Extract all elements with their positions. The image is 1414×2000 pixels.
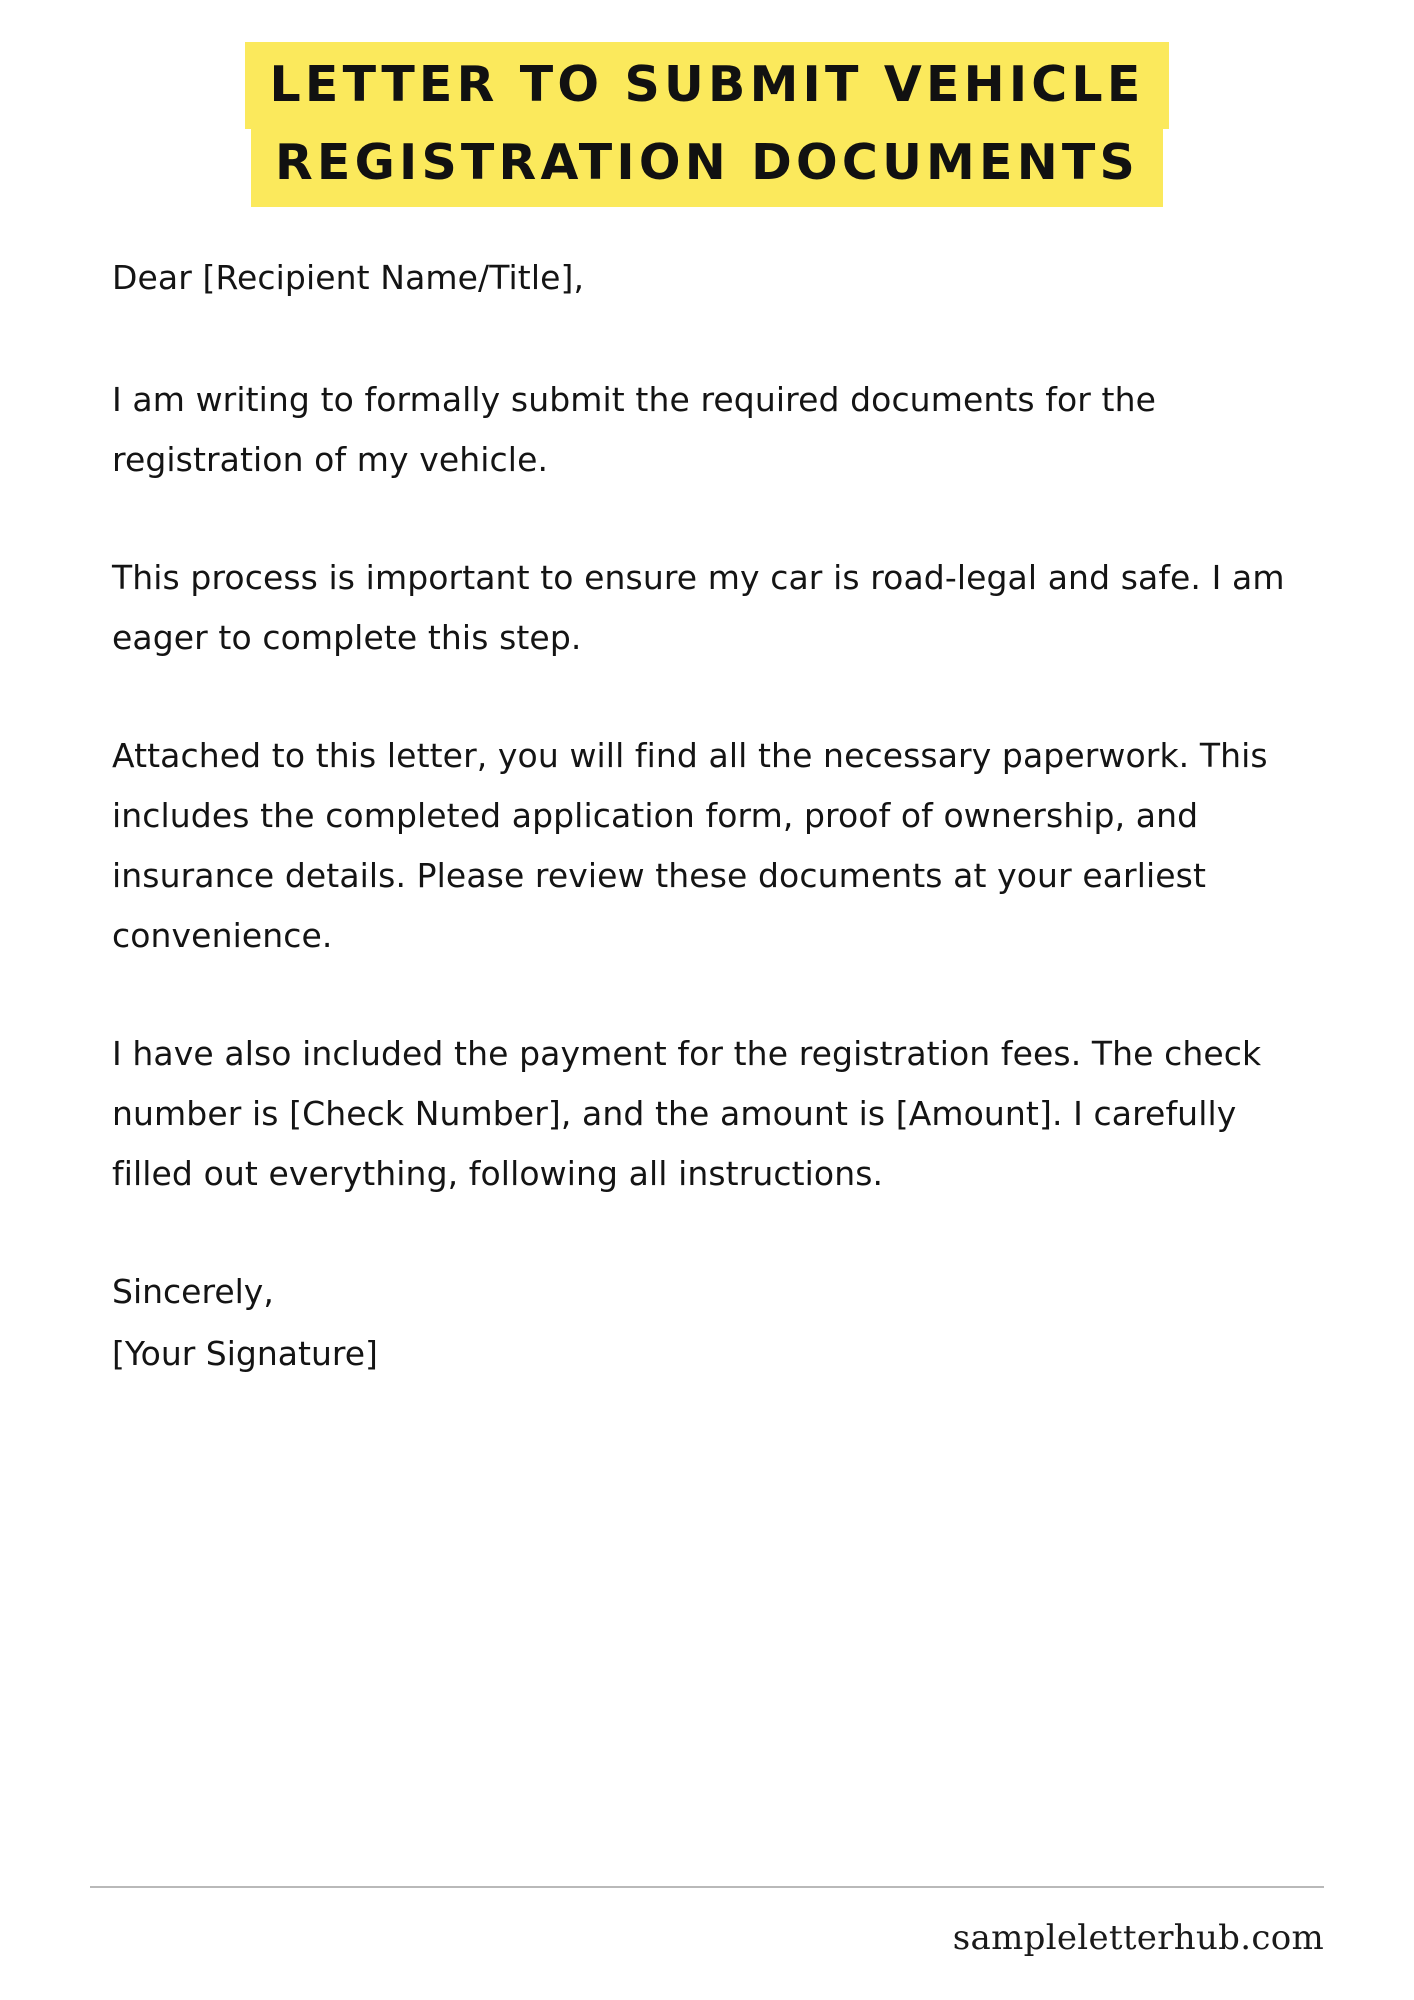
signature-line: [Your Signature]: [112, 1334, 378, 1373]
title-block: [0, 0, 1414, 202]
title-line-1: LETTER TO SUBMIT VEHICLE: [245, 42, 1168, 129]
title-line-2: REGISTRATION DOCUMENTS: [251, 120, 1163, 207]
footer-website: sampleletterhub.com: [952, 1918, 1324, 1958]
paragraph-4: I have also included the payment for the registration fees. The check number is [Check Number], and the amount is [Amount]. I carefully filled out everything, following all instructions.: [112, 1034, 1262, 1193]
page-footer: [90, 1886, 1324, 1958]
footer-divider: [90, 1886, 1324, 1888]
page-title: [110, 46, 1304, 202]
paragraph-2: This process is important to ensure my car is road-legal and safe. I am eager to complete this step.: [112, 558, 1285, 657]
paragraph-1: I am writing to formally submit the required documents for the registration of my vehicle.: [112, 380, 1157, 479]
letter-body: [0, 248, 1414, 1384]
salutation: Dear [Recipient Name/Title],: [112, 258, 585, 297]
paragraph-3: Attached to this letter, you will find all the necessary paperwork. This includes the completed application form, proof of ownership, and insurance details. Please review these documents at your earliest convenience.: [112, 736, 1268, 955]
closing-line: Sincerely,: [112, 1272, 274, 1311]
